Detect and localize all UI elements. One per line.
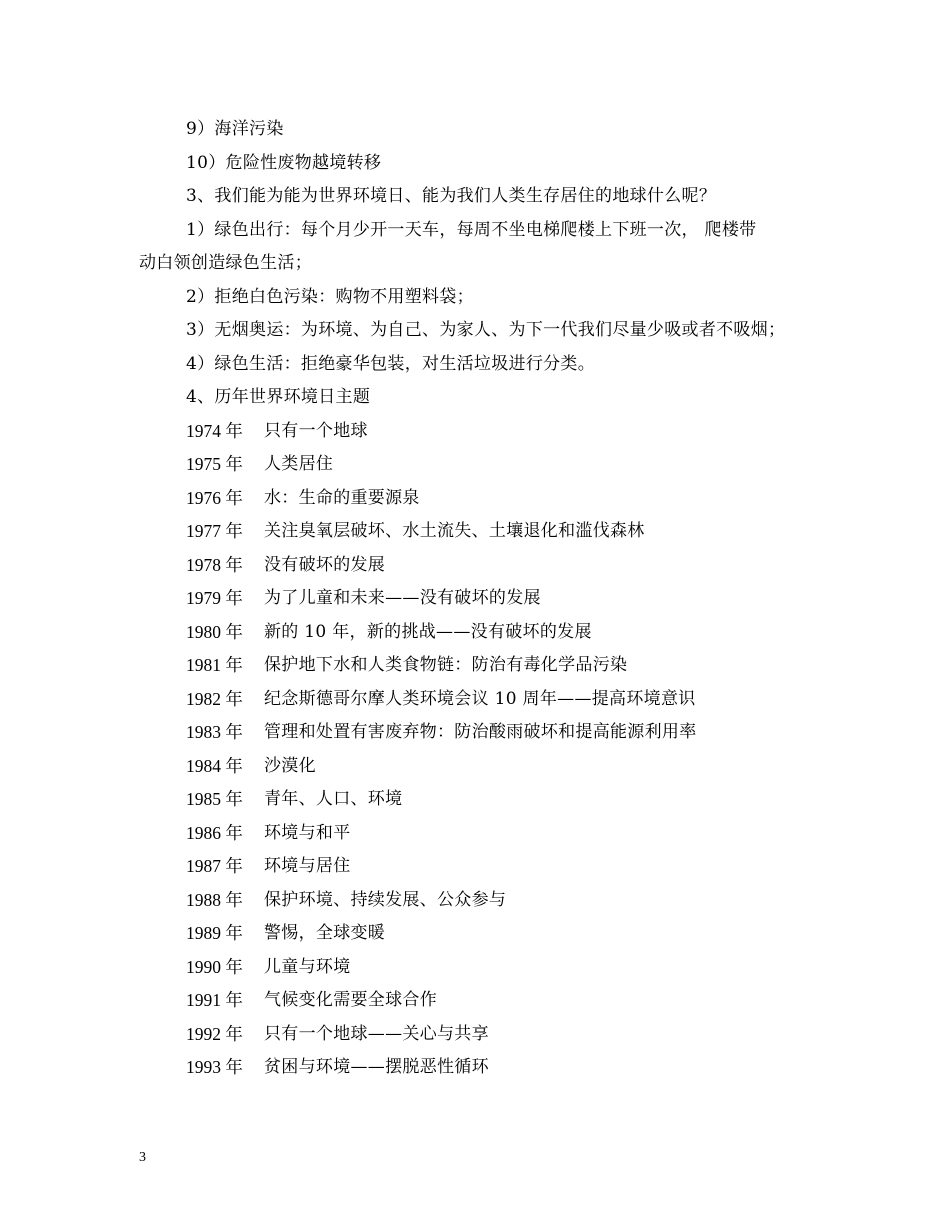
theme-text: 气候变化需要全球合作 [264, 990, 437, 1010]
theme-year: 1981 年 [186, 655, 243, 675]
theme-row [0, 649, 950, 683]
theme-year: 1975 年 [186, 454, 243, 474]
theme-row [0, 448, 950, 482]
theme-year: 1993 年 [186, 1057, 243, 1077]
theme-row [0, 683, 950, 717]
theme-text: 关注臭氧层破坏、水土流失、土壤退化和滥伐森林 [264, 521, 645, 541]
theme-year: 1992 年 [186, 1023, 243, 1044]
theme-year: 1980 年 [186, 621, 243, 642]
action-green-living: 4）绿色生活：拒绝豪华包装，对生活垃圾进行分类。 [186, 353, 596, 374]
theme-year: 1990 年 [186, 956, 243, 977]
theme-text: 只有一个地球——关心与共享 [264, 1023, 489, 1044]
list-item-hazardous-waste: 10）危险性废物越境转移 [186, 152, 382, 173]
theme-year: 1991 年 [186, 990, 243, 1010]
theme-year: 1976 年 [186, 487, 243, 508]
theme-year: 1983 年 [186, 722, 243, 742]
theme-text: 人类居住 [264, 454, 334, 474]
action-reject-white-pollution: 2）拒绝白色污染：购物不用塑料袋； [186, 286, 474, 307]
page-number: 3 [139, 1150, 146, 1165]
theme-text: 环境与居住 [264, 856, 351, 876]
action-green-travel-line1: 1）绿色出行：每个月少开一天车，每周不坐电梯爬楼上下班一次， 爬楼带 [186, 219, 757, 240]
theme-row [0, 850, 950, 884]
theme-row [0, 783, 950, 817]
theme-year: 1989 年 [186, 923, 243, 943]
theme-text: 为了儿童和未来——没有破坏的发展 [264, 588, 541, 608]
theme-row [0, 616, 950, 650]
theme-row [0, 582, 950, 616]
theme-row [0, 817, 950, 851]
action-green-travel-line2: 动白领创造绿色生活； [139, 253, 312, 273]
theme-year: 1986 年 [186, 822, 243, 843]
section-heading-themes: 4、历年世界环境日主题 [186, 387, 371, 407]
theme-text: 警惕，全球变暖 [264, 923, 386, 943]
theme-row [0, 984, 950, 1018]
theme-row [0, 716, 950, 750]
theme-row [0, 515, 950, 549]
list-item-ocean-pollution: 9）海洋污染 [186, 119, 284, 139]
action-smoke-free-olympics: 3）无烟奥运：为环境、为自己、为家人、为下一代我们尽量少吸或者不吸烟； [186, 320, 786, 340]
theme-row [0, 917, 950, 951]
theme-text: 贫困与环境——摆脱恶性循环 [264, 1057, 489, 1077]
theme-year: 1978 年 [186, 554, 243, 575]
theme-text: 只有一个地球 [264, 420, 368, 441]
theme-text: 保护地下水和人类食物链：防治有毒化学品污染 [264, 655, 628, 675]
theme-row [0, 415, 950, 449]
theme-year: 1984 年 [186, 755, 243, 776]
theme-text: 水：生命的重要源泉 [264, 487, 420, 508]
theme-year: 1988 年 [186, 889, 243, 910]
theme-text: 新的 10 年，新的挑战——没有破坏的发展 [264, 621, 592, 642]
theme-row [0, 1051, 950, 1085]
theme-text: 青年、人口、环境 [264, 789, 403, 809]
theme-row [0, 1018, 950, 1052]
theme-row [0, 750, 950, 784]
theme-row [0, 482, 950, 516]
theme-text: 纪念斯德哥尔摩人类环境会议 10 周年——提高环境意识 [264, 688, 696, 709]
theme-text: 沙漠化 [264, 755, 316, 776]
theme-year: 1982 年 [186, 688, 243, 709]
theme-year: 1979 年 [186, 588, 243, 608]
theme-text: 环境与和平 [264, 822, 351, 843]
theme-text: 保护环境、持续发展、公众参与 [264, 889, 507, 910]
theme-year: 1974 年 [186, 420, 243, 441]
theme-year: 1977 年 [186, 521, 243, 541]
theme-year: 1987 年 [186, 856, 243, 876]
theme-text: 管理和处置有害废弃物：防治酸雨破坏和提高能源利用率 [264, 722, 697, 742]
theme-row [0, 549, 950, 583]
theme-year: 1985 年 [186, 789, 243, 809]
theme-text: 没有破坏的发展 [264, 554, 386, 575]
document-body [0, 113, 950, 1085]
section-heading-what-can-we-do: 3、我们能为能为世界环境日、能为我们人类生存居住的地球什么呢？ [186, 186, 717, 206]
theme-row [0, 951, 950, 985]
theme-text: 儿童与环境 [264, 956, 351, 977]
theme-row [0, 884, 950, 918]
